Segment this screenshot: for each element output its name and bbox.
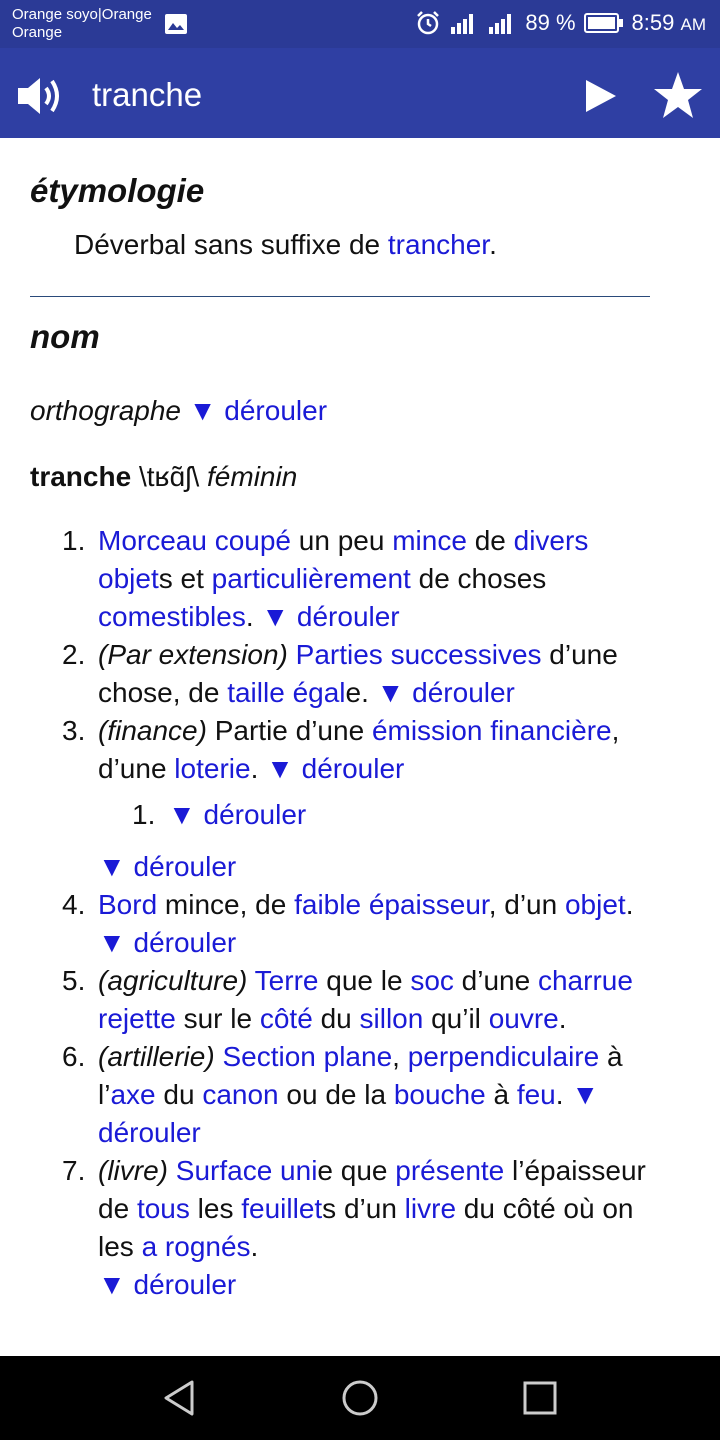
etymology-text — [74, 226, 497, 264]
definition-item — [62, 886, 662, 962]
definition-link[interactable]: soc — [410, 965, 454, 996]
domain-label: (finance) — [98, 715, 207, 746]
signal-icon — [487, 11, 517, 35]
orthographe-row — [30, 392, 327, 430]
definition-text — [168, 1155, 176, 1186]
definition-text: , — [392, 1041, 408, 1072]
definition-text: . — [250, 753, 267, 784]
expand-link[interactable]: ▼ dérouler — [98, 851, 237, 882]
definition-text: de — [466, 525, 514, 556]
definition-number: 2. — [62, 639, 86, 670]
definition-link[interactable]: taille égal — [227, 677, 346, 708]
definition-link[interactable]: ▼ dérouler — [98, 1079, 600, 1148]
definition-text: . — [558, 1003, 567, 1034]
play-icon[interactable] — [584, 78, 618, 114]
definition-link[interactable]: perpendiculaire — [407, 1041, 600, 1072]
definition-link[interactable]: tous — [136, 1193, 190, 1224]
definition-link[interactable]: présente — [395, 1155, 505, 1186]
definition-link[interactable]: axe — [110, 1079, 156, 1110]
definition-text: d’une — [453, 965, 538, 996]
signal-icon — [449, 11, 479, 35]
status-bar — [0, 0, 720, 48]
etymology-text-before: Déverbal sans suffixe de — [74, 229, 388, 260]
definition-item — [62, 962, 662, 1038]
definition-text: un peu — [291, 525, 393, 556]
definition-link[interactable]: mince — [392, 525, 467, 556]
definition-link[interactable]: objet — [98, 563, 159, 594]
definition-link[interactable]: canon — [202, 1079, 279, 1110]
gender: féminin — [207, 461, 298, 492]
app-bar-title: tranche — [92, 76, 203, 113]
definition-text: e que — [317, 1155, 396, 1186]
definition-link[interactable]: ▼ dérouler — [98, 927, 237, 958]
section-divider — [30, 296, 650, 297]
definition-text: , d’une — [98, 715, 620, 784]
definition-link[interactable]: faible — [294, 889, 362, 920]
definition-link[interactable]: particulièrement — [211, 563, 411, 594]
definition-number: 5. — [62, 965, 86, 996]
definition-text — [361, 889, 369, 920]
definition-link[interactable]: Surface uni — [175, 1155, 318, 1186]
expand-row — [62, 848, 662, 886]
alarm-icon — [415, 10, 441, 36]
definition-item — [62, 1152, 662, 1266]
definition-text: du — [155, 1079, 203, 1110]
noun-heading: nom — [30, 318, 100, 355]
definition-text: . — [245, 601, 262, 632]
definition-link[interactable]: sillon — [359, 1003, 424, 1034]
image-icon — [164, 12, 188, 36]
battery-icon — [584, 12, 624, 34]
clock-ampm: AM — [680, 15, 706, 34]
definition-number: 3. — [62, 715, 86, 746]
expand-link[interactable]: ▼ dérouler — [98, 1269, 237, 1300]
domain-label: (Par extension) — [98, 639, 288, 670]
definition-link[interactable]: Bord — [98, 889, 158, 920]
domain-label: (livre) — [98, 1155, 168, 1186]
definition-number: 6. — [62, 1041, 86, 1072]
carrier-label — [12, 6, 152, 42]
definition-link[interactable]: divers — [513, 525, 589, 556]
back-icon[interactable] — [158, 1376, 202, 1420]
definition-text: , d’un — [488, 889, 565, 920]
home-icon[interactable] — [338, 1376, 382, 1420]
definition-text: . — [250, 1231, 259, 1262]
headword-row — [30, 458, 297, 496]
definition-text: s et — [158, 563, 212, 594]
definition-link[interactable]: Terre — [254, 965, 319, 996]
definition-text: l’épaisseur de — [98, 1155, 646, 1224]
definition-link[interactable]: épaisseur — [368, 889, 489, 920]
definition-content — [0, 138, 720, 1356]
definition-link[interactable]: émission financière — [371, 715, 612, 746]
domain-label: (artillerie) — [98, 1041, 215, 1072]
definition-number: 4. — [62, 889, 86, 920]
etymology-link[interactable]: trancher — [387, 229, 490, 260]
clock-time: 8:59 — [631, 10, 675, 35]
app-bar — [0, 48, 720, 138]
definition-list — [62, 522, 662, 1304]
star-icon[interactable] — [652, 70, 704, 120]
definition-link[interactable]: bouche — [393, 1079, 486, 1110]
definition-link[interactable]: feuillet — [241, 1193, 323, 1224]
definition-text: à — [485, 1079, 517, 1110]
carrier-line-1: Orange soyo|Orange — [12, 6, 152, 23]
sub-definition-number: 1. — [132, 799, 156, 830]
definition-text: ou de la — [278, 1079, 394, 1110]
expand-row — [62, 1266, 662, 1304]
definition-text: . — [555, 1079, 572, 1110]
definition-link[interactable]: loterie — [174, 753, 251, 784]
clock — [632, 10, 706, 36]
definition-link[interactable]: objet — [564, 889, 626, 920]
recents-icon[interactable] — [518, 1376, 562, 1420]
definition-item — [62, 1038, 662, 1152]
definition-text: e. — [345, 677, 377, 708]
definition-text: du côté où on les — [98, 1193, 634, 1262]
definition-text: que le — [318, 965, 411, 996]
definition-text: qu’il — [423, 1003, 489, 1034]
definition-text: d’une chose, de — [98, 639, 618, 708]
definition-number: 7. — [62, 1155, 86, 1186]
status-icons — [415, 10, 706, 36]
definition-link[interactable]: ▼ dérouler — [261, 601, 400, 632]
definition-link[interactable]: Parties successives — [295, 639, 542, 670]
definition-text: de choses — [410, 563, 547, 594]
nav-bar — [0, 1356, 720, 1440]
definition-item — [62, 522, 662, 636]
definition-link[interactable]: ▼ dérouler — [266, 753, 405, 784]
headword: tranche — [30, 461, 132, 492]
sub-definition-item — [62, 796, 662, 834]
orthographe-label: orthographe — [30, 395, 182, 426]
definition-text — [247, 965, 254, 996]
definition-item — [62, 636, 662, 712]
definition-text: les — [189, 1193, 242, 1224]
definition-link[interactable]: livre — [404, 1193, 457, 1224]
definition-link[interactable]: Section plane — [222, 1041, 393, 1072]
definition-link[interactable]: comestibles — [98, 601, 246, 632]
definition-link[interactable]: Morceau coupé — [98, 525, 292, 556]
expand-link[interactable]: ▼ dérouler — [188, 395, 328, 426]
definition-link[interactable]: côté — [259, 1003, 313, 1034]
etymology-heading: étymologie — [30, 172, 205, 209]
definition-text: . — [625, 889, 634, 920]
definition-text — [288, 639, 296, 670]
definition-text: mince, de — [157, 889, 295, 920]
expand-link[interactable]: ▼ dérouler — [168, 799, 307, 830]
definition-link[interactable]: a rognés — [141, 1231, 251, 1262]
definition-link[interactable]: ouvre — [488, 1003, 559, 1034]
carrier-line-2: Orange — [12, 24, 63, 41]
speaker-icon[interactable] — [16, 74, 64, 118]
battery-percent: 89 % — [525, 10, 576, 35]
definition-text: Partie d’une — [206, 715, 372, 746]
pronunciation: \tʁɑ̃ʃ\ — [138, 461, 200, 492]
definition-text: s d’un — [322, 1193, 405, 1224]
etymology-text-after: . — [489, 229, 497, 260]
definition-link[interactable]: ▼ dérouler — [376, 677, 515, 708]
definition-text: sur le — [175, 1003, 260, 1034]
definition-text: à l’ — [98, 1041, 623, 1110]
definition-link[interactable]: charrue rejette — [98, 965, 633, 1034]
definition-item — [62, 712, 662, 788]
definition-text: du — [312, 1003, 360, 1034]
definition-number: 1. — [62, 525, 86, 556]
definition-link[interactable]: feu — [516, 1079, 556, 1110]
domain-label: (agriculture) — [98, 965, 248, 996]
